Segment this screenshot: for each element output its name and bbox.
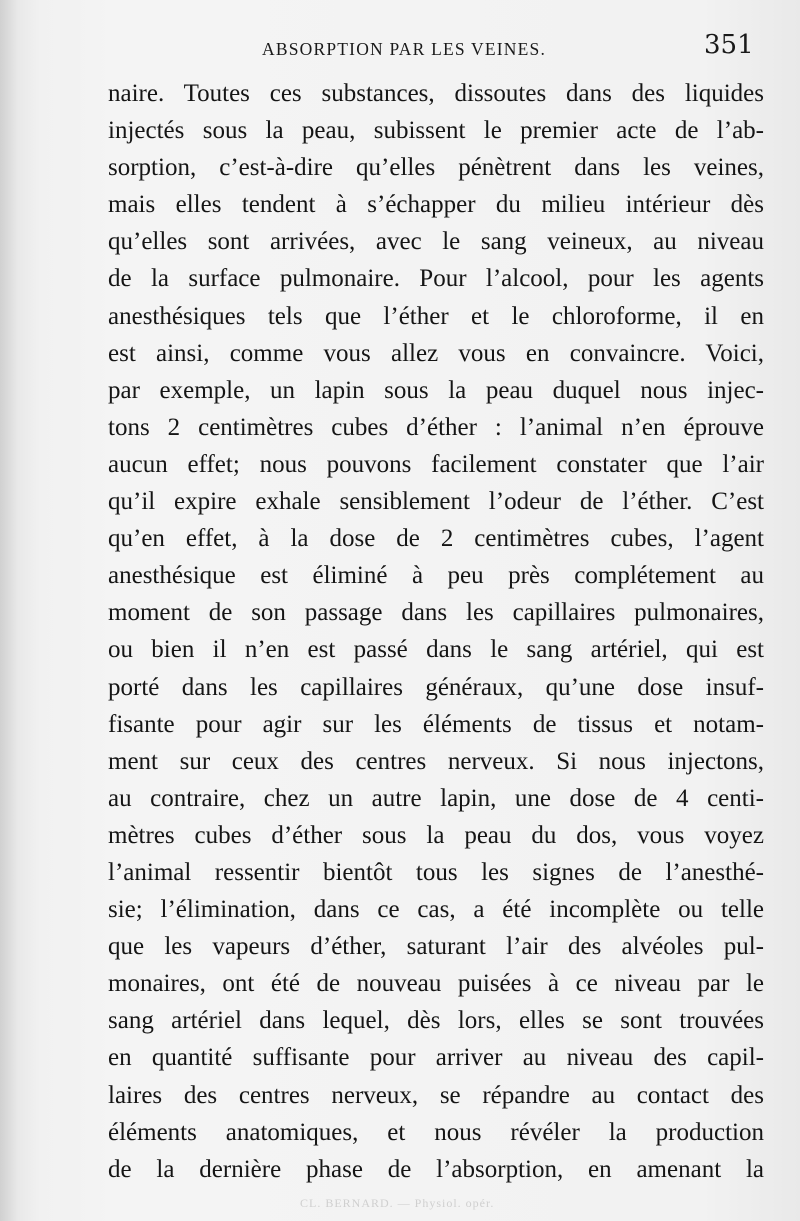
- text-line: qu’elles sont arrivées, avec le sang veineux, au niveau: [108, 228, 764, 256]
- text-line: anesthésiques tels que l’éther et le chloroforme, il en: [108, 302, 764, 330]
- running-head-title: ABSORPTION PAR LES VEINES.: [262, 39, 547, 59]
- text-line: tons 2 centimètres cubes d’éther : l’animal n’en éprouve: [108, 413, 764, 441]
- text-line: moment de son passage dans les capillaires pulmonaires,: [108, 599, 764, 627]
- text-line: de la dernière phase de l’absorption, en amenant la: [108, 1155, 764, 1183]
- text-line: de la surface pulmonaire. Pour l’alcool, pour les agents: [108, 265, 764, 293]
- text-line: en quantité suffisante pour arriver au niveau des capil-: [108, 1044, 764, 1072]
- text-line: laires des centres nerveux, se répandre au contact des: [108, 1081, 764, 1109]
- text-line: naire. Toutes ces substances, dissoutes dans des liquides: [108, 80, 764, 107]
- text-line: fisante pour agir sur les éléments de tissus et notam-: [108, 710, 764, 738]
- text-line: éléments anatomiques, et nous révéler la production: [108, 1118, 764, 1146]
- text-line: sang artériel dans lequel, dès lors, elles se sont trouvées: [108, 1007, 764, 1035]
- text-line: que les vapeurs d’éther, saturant l’air des alvéoles pul-: [108, 933, 764, 961]
- text-line: est ainsi, comme vous allez vous en convaincre. Voici,: [108, 339, 764, 367]
- text-line: monaires, ont été de nouveau puisées à ce niveau par le: [108, 970, 764, 998]
- text-line: qu’il expire exhale sensiblement l’odeur de l’éther. C’est: [108, 488, 764, 516]
- page-number: 351: [704, 30, 754, 60]
- text-line: ou bien il n’en est passé dans le sang artériel, qui est: [108, 636, 764, 664]
- text-line: aucun effet; nous pouvons facilement constater que l’air: [108, 450, 764, 478]
- running-head: [0, 30, 800, 66]
- text-line: porté dans les capillaires généraux, qu’une dose insuf-: [108, 673, 764, 701]
- text-line: injectés sous la peau, subissent le premier acte de l’ab-: [108, 117, 764, 145]
- text-line: par exemple, un lapin sous la peau duquel nous injec-: [108, 376, 764, 404]
- page-edge-shadow: [0, 0, 18, 1221]
- text-line: anesthésique est éliminé à peu près complétement au: [108, 562, 764, 590]
- text-line: l’animal ressentir bientôt tous les signes de l’anesthé-: [108, 858, 764, 886]
- body-text: [108, 75, 764, 1188]
- text-line: ment sur ceux des centres nerveux. Si nous injectons,: [108, 747, 764, 775]
- text-line: mais elles tendent à s’échapper du milieu intérieur dès: [108, 191, 764, 219]
- text-line: sie; l’élimination, dans ce cas, a été incomplète ou telle: [108, 896, 764, 924]
- footer-signature: CL. BERNARD. — Physiol. opér.: [300, 1196, 495, 1210]
- text-line: au contraire, chez un autre lapin, une dose de 4 centi-: [108, 784, 764, 812]
- text-line: mètres cubes d’éther sous la peau du dos, vous voyez: [108, 821, 764, 849]
- text-line: sorption, c’est-à-dire qu’elles pénètrent dans les veines,: [108, 154, 764, 182]
- text-line: qu’en effet, à la dose de 2 centimètres cubes, l’agent: [108, 525, 764, 553]
